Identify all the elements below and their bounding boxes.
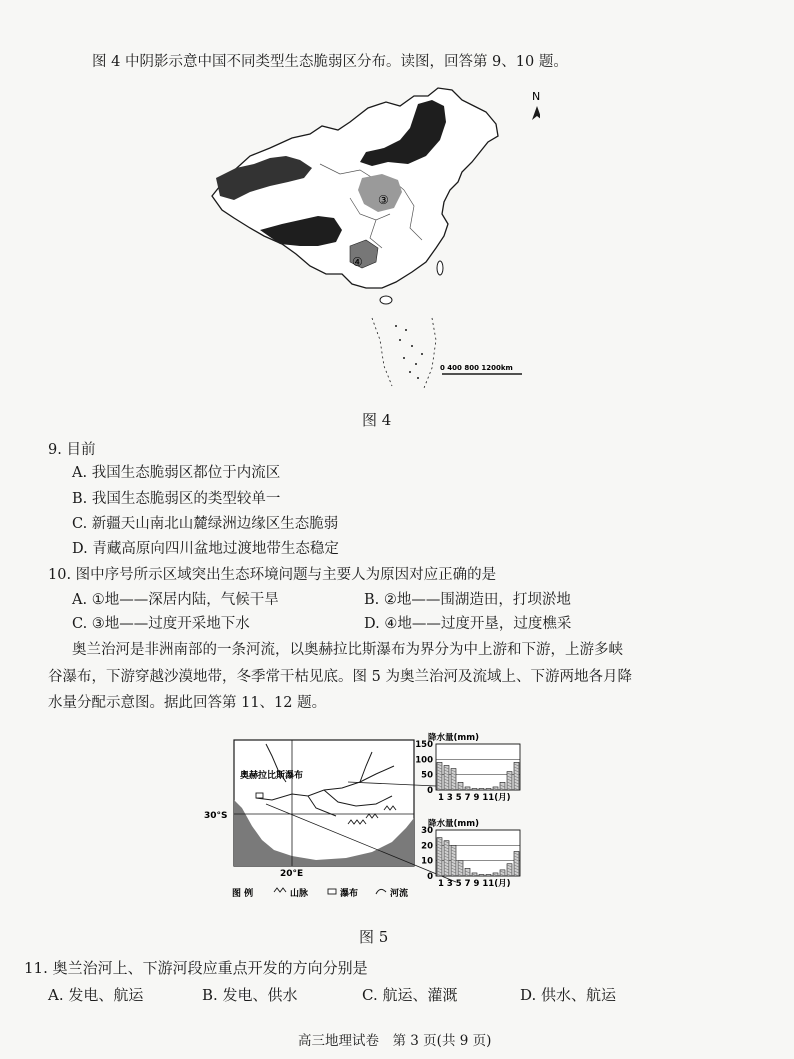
legend-falls: 瀑布 [340,889,359,899]
chart-bar [479,874,484,876]
q11-option-a[interactable]: A. 发电、航运 [48,986,144,1004]
map-scale-bar [440,364,522,374]
q9-option-d[interactable]: D. 青藏高原向四川盆地过渡地带生态稳定 [72,541,339,557]
chart-ytick: 10 [421,856,433,867]
legend-river: 河流 [390,889,409,899]
river-legend-icon [376,889,386,894]
scale-label: 0 400 800 1200km [440,364,513,372]
legend-mountain: 山脉 [290,889,309,899]
q9-option-a[interactable]: A. 我国生态脆弱区都位于内流区 [72,465,281,481]
chart-bar [493,873,498,876]
intro-q11-12-line3: 水量分配示意图。据此回答第 11、12 题。 [48,695,327,711]
chart-ylabel: 降水量(mm) [428,733,479,743]
marker-4: ④ [352,255,363,269]
orange-river-figure [196,726,536,906]
lower-precip-chart [421,818,520,889]
upper-precip-chart [415,732,520,803]
q9-option-b[interactable]: B. 我国生态脆弱区的类型较单一 [72,491,281,507]
q11-stem: 11. 奥兰治河上、下游河段应重点开发的方向分别是 [24,959,368,977]
chart-xticks: 1 3 5 7 9 11(月) [438,793,511,803]
q11-option-b[interactable]: B. 发电、供水 [202,986,298,1004]
mountain-legend-icon [274,888,286,892]
lat-label: 30°S [204,811,228,821]
chart-bar [493,787,498,790]
figure-4-caption: 图 4 [362,411,392,429]
legend-title: 图 例 [232,889,254,899]
q9-stem: 9. 目前 [48,442,96,458]
q11-option-d[interactable]: D. 供水、航运 [520,986,617,1004]
north-label: N [532,90,540,103]
intro-q11-12-line2: 谷瀑布，下游穿越沙漠地带，冬季常干枯见底。图 5 为奥兰治河及流域上、下游两地各月降 [48,669,632,685]
chart-bar [472,788,477,790]
south-sea-islands [395,325,423,379]
falls-label: 奥赫拉比斯瀑布 [240,771,304,781]
marker-3: ③ [378,193,389,207]
chart-ytick: 50 [421,770,433,781]
chart-ytick: 0 [427,786,433,796]
chart-bar [486,788,491,790]
q9-option-c[interactable]: C. 新疆天山南北山麓绿洲边缘区生态脆弱 [72,516,339,532]
fig5-legend [232,887,408,899]
q10-stem: 10. 图中序号所示区域突出生态环境问题与主要人为原因对应正确的是 [48,567,497,583]
chart-ytick: 150 [415,740,433,750]
q10-option-d[interactable]: D. ④地——过度开垦，过度樵采 [364,616,572,632]
chart-ylabel: 降水量(mm) [428,819,479,829]
falls-legend-icon [328,889,336,894]
figure-5-caption: 图 5 [359,928,389,946]
chart-bar [465,787,470,790]
chart-ytick: 20 [421,841,433,852]
intro-q11-12-line1: 奥兰治河是非洲南部的一条河流，以奥赫拉比斯瀑布为界分为中上游和下游，上游多峡 [72,642,623,658]
intro-q9-10: 图 4 中阴影示意中国不同类型生态脆弱区分布。读图，回答第 9、10 题。 [92,54,568,70]
q10-option-b[interactable]: B. ②地——围湖造田，打坝淤地 [364,592,571,608]
china-map [200,78,540,398]
q11-option-c[interactable]: C. 航运、灌溉 [362,986,458,1004]
page-footer: 高三地理试卷 第 3 页(共 9 页) [298,1033,492,1049]
lon-label: 20°E [280,869,304,879]
chart-ytick: 30 [421,826,433,836]
chart-bar [472,873,477,876]
chart-ytick: 0 [427,872,433,882]
chart-bar [479,788,484,790]
q10-option-a[interactable]: A. ①地——深居内陆，气候干旱 [72,592,279,608]
chart-bar [486,874,491,876]
chart-ytick: 100 [415,755,433,766]
q10-option-c[interactable]: C. ③地——过度开采地下水 [72,616,250,632]
north-arrow-icon [532,90,540,120]
chart-xticks: 1 3 5 7 9 11(月) [438,879,511,889]
